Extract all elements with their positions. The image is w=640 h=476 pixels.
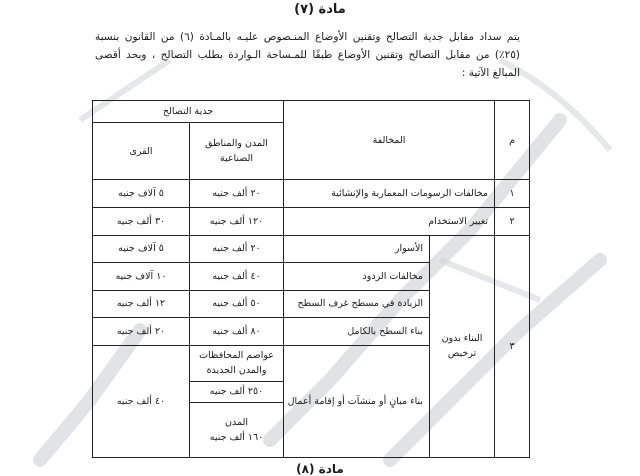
row-villages-value: ٢٠ ألف جنيه (93, 318, 190, 346)
row-number: ٣ (495, 235, 530, 458)
article-title: مادة (٧) (294, 2, 346, 17)
row-cities-value: ٥٠ ألف جنيه (190, 290, 284, 318)
capitals-value: ٢٥٠ ألف جنيه (190, 381, 284, 402)
group-label: البناء بدون ترخيص (430, 235, 495, 458)
row-villages-value: ٤٠ ألف جنيه (93, 345, 190, 457)
row-number: ٢ (495, 207, 530, 235)
article-paragraph: يتم سداد مقابل جدية التصالح وتقنين الأوضاع المنـصوص عليـه بالمـادة (٦) من القانون بنسبة (٢٥٪) من مقابل التصالح وتقنين الأوضاع طبقًا للمـساحة الـواردة بطلب التصالح ، وبحد أقصى المبالغ الآتية : (95, 31, 520, 79)
row-violation: الأسوار (284, 235, 430, 263)
row-villages-value: ١٠ آلاف جنيه (93, 263, 190, 291)
row-cities-value: ٨٠ ألف جنيه (190, 318, 284, 346)
row-violation: بناء مبانٍ أو منشآت أو إقامة أعمال (284, 345, 430, 457)
header-violation: المخالفة (284, 101, 495, 180)
row-cities-value: ٤٠ ألف جنيه (190, 263, 284, 291)
row-violation: مخالفات الرسومات المعمارية والإنشائية (284, 180, 495, 208)
table-row (93, 180, 530, 208)
row-villages-value: ٣٠ ألف جنيه (93, 207, 190, 235)
row-villages-value: ١٢ ألف جنيه (93, 290, 190, 318)
header-group: جدية التصالح (93, 101, 284, 123)
table-row (93, 207, 530, 235)
row-cities-value: ٢٠ ألف جنيه (190, 235, 284, 263)
header-villages: القرى (93, 123, 190, 180)
row-violation: بناء السطح بالكامل (284, 318, 430, 346)
row-violation: الزيادة في مسطح غرف السطح (284, 290, 430, 318)
fees-table (92, 100, 530, 458)
row-cities-value: ١٢٠ ألف جنيه (190, 207, 284, 235)
row-cities-value: ٢٠ ألف جنيه (190, 180, 284, 208)
capitals-label: عواصم المحافظات والمدن الجديدة (190, 345, 284, 381)
table-row (93, 235, 530, 263)
row-violation: تغيير الاستخدام (284, 207, 495, 235)
row-villages-value: ٥ آلاف جنيه (93, 235, 190, 263)
row-number: ١ (495, 180, 530, 208)
cities-cell (190, 402, 284, 457)
next-article-title: مادة (٨) (296, 462, 344, 476)
header-cities: المدن والمناطق الصناعية (190, 123, 284, 180)
row-violation: مخالفات الردود (284, 263, 430, 291)
cities-label: المدن (225, 416, 248, 428)
cities-value: ١٦٠ ألف جنيه (209, 431, 264, 443)
header-number: م (495, 101, 530, 180)
row-villages-value: ٥ آلاف جنيه (93, 180, 190, 208)
